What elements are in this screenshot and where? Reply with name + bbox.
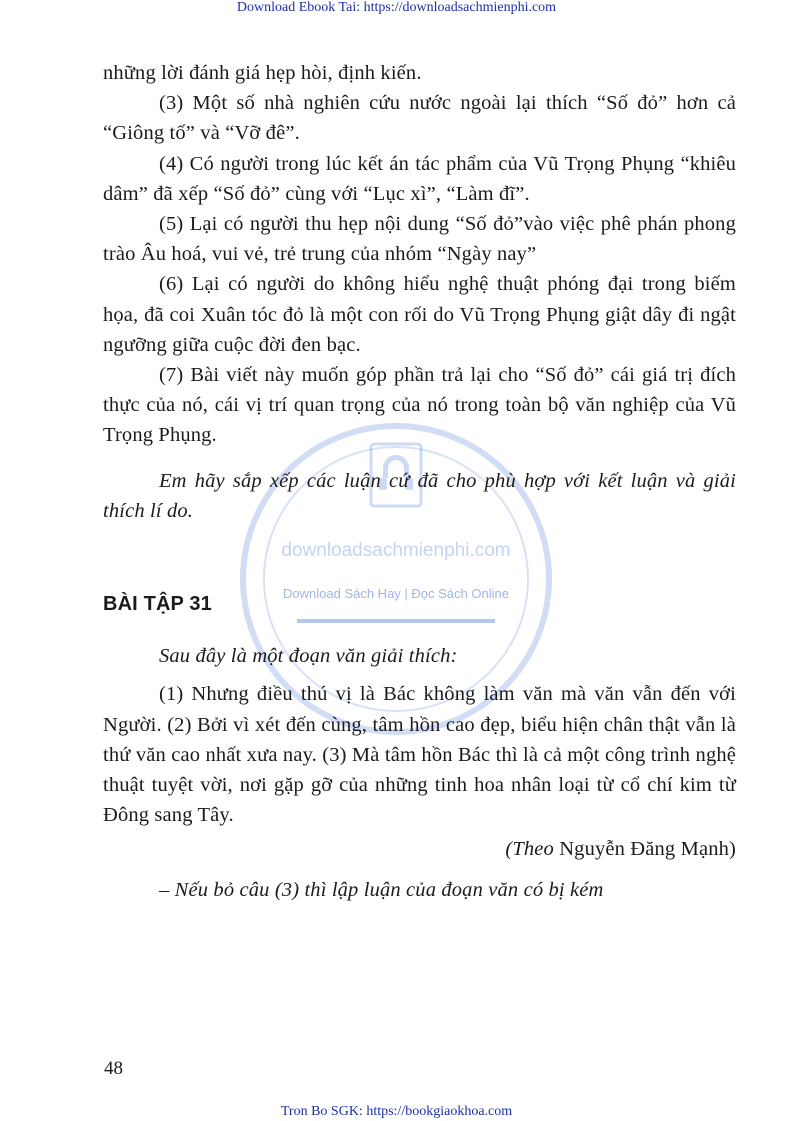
paragraph-6: (6) Lại có người do không hiểu nghệ thuật phóng đại trong biếm họa, đã coi Xuân tóc đỏ là một con rối do Vũ Trọng Phụng giật dây đi ngật ngưỡng giữa cuộc đời đen bạc.	[103, 273, 736, 356]
watermark-tagline: Download Sách Hay | Đọc Sách Online	[283, 586, 509, 601]
footer-link[interactable]: Tron Bo SGK: https://bookgiaokhoa.com	[280, 1104, 513, 1119]
exercise-passage: (1) Nhưng điều thú vị là Bác không làm văn mà văn vẫn đến với Người. (2) Bởi vì xét đến cùng, tâm hồn cao đẹp, biểu hiện chân thật vẫn là thứ văn cao nhất xưa nay. (3) Mà tâm hồn Bác thì là cả một công trình nghệ thuật tuyệt vời, nơi gặp gỡ của những tinh hoa nhân loại từ cổ chí kim từ Đông sang Tây.	[103, 683, 736, 827]
paragraph-7: (7) Bài viết này muốn góp phần trả lại cho “Số đỏ” cái giá trị đích thực của nó, cái vị trí quan trọng của nó trong toàn bộ văn nghiệp của Vũ Trọng Phụng.	[103, 364, 736, 447]
exercise-heading: BÀI TẬP 31	[103, 593, 212, 616]
paragraph-3: (3) Một số nhà nghiên cứu nước ngoài lại thích “Số đỏ” hơn cả “Giông tố” và “Vỡ đê”.	[103, 92, 736, 145]
page-number: 48	[104, 1058, 123, 1079]
paragraph-intro: những lời đánh giá hẹp hòi, định kiến.	[103, 62, 422, 84]
paragraph-5: (5) Lại có người thu hẹp nội dung “Số đỏ”vào việc phê phán phong trào Âu hoá, vui vẻ, trẻ trung của nhóm “Ngày nay”	[103, 213, 736, 266]
source-prefix: (Theo	[505, 838, 554, 861]
watermark-site: downloadsachmienphi.com	[281, 540, 511, 561]
source-citation	[103, 834, 736, 864]
source-author: Nguyễn Đăng Mạnh)	[553, 838, 736, 861]
paragraph-4: (4) Có người trong lúc kết án tác phẩm của Vũ Trọng Phụng “khiêu dâm” đã xếp “Số đỏ” cùng với “Lục xì”, “Làm đĩ”.	[103, 152, 736, 205]
question-text: – Nếu bỏ câu (3) thì lập luận của đoạn văn có bị kém	[159, 878, 604, 901]
exercise-intro: Sau đây là một đoạn văn giải thích:	[159, 645, 458, 668]
header-download-link[interactable]: Download Ebook Tai: https://downloadsachmienphi.com	[236, 0, 557, 15]
page-content	[103, 58, 736, 905]
task-instruction: Em hãy sắp xếp các luận cứ đã cho phù hợp với kết luận và giải thích lí do.	[103, 469, 736, 522]
